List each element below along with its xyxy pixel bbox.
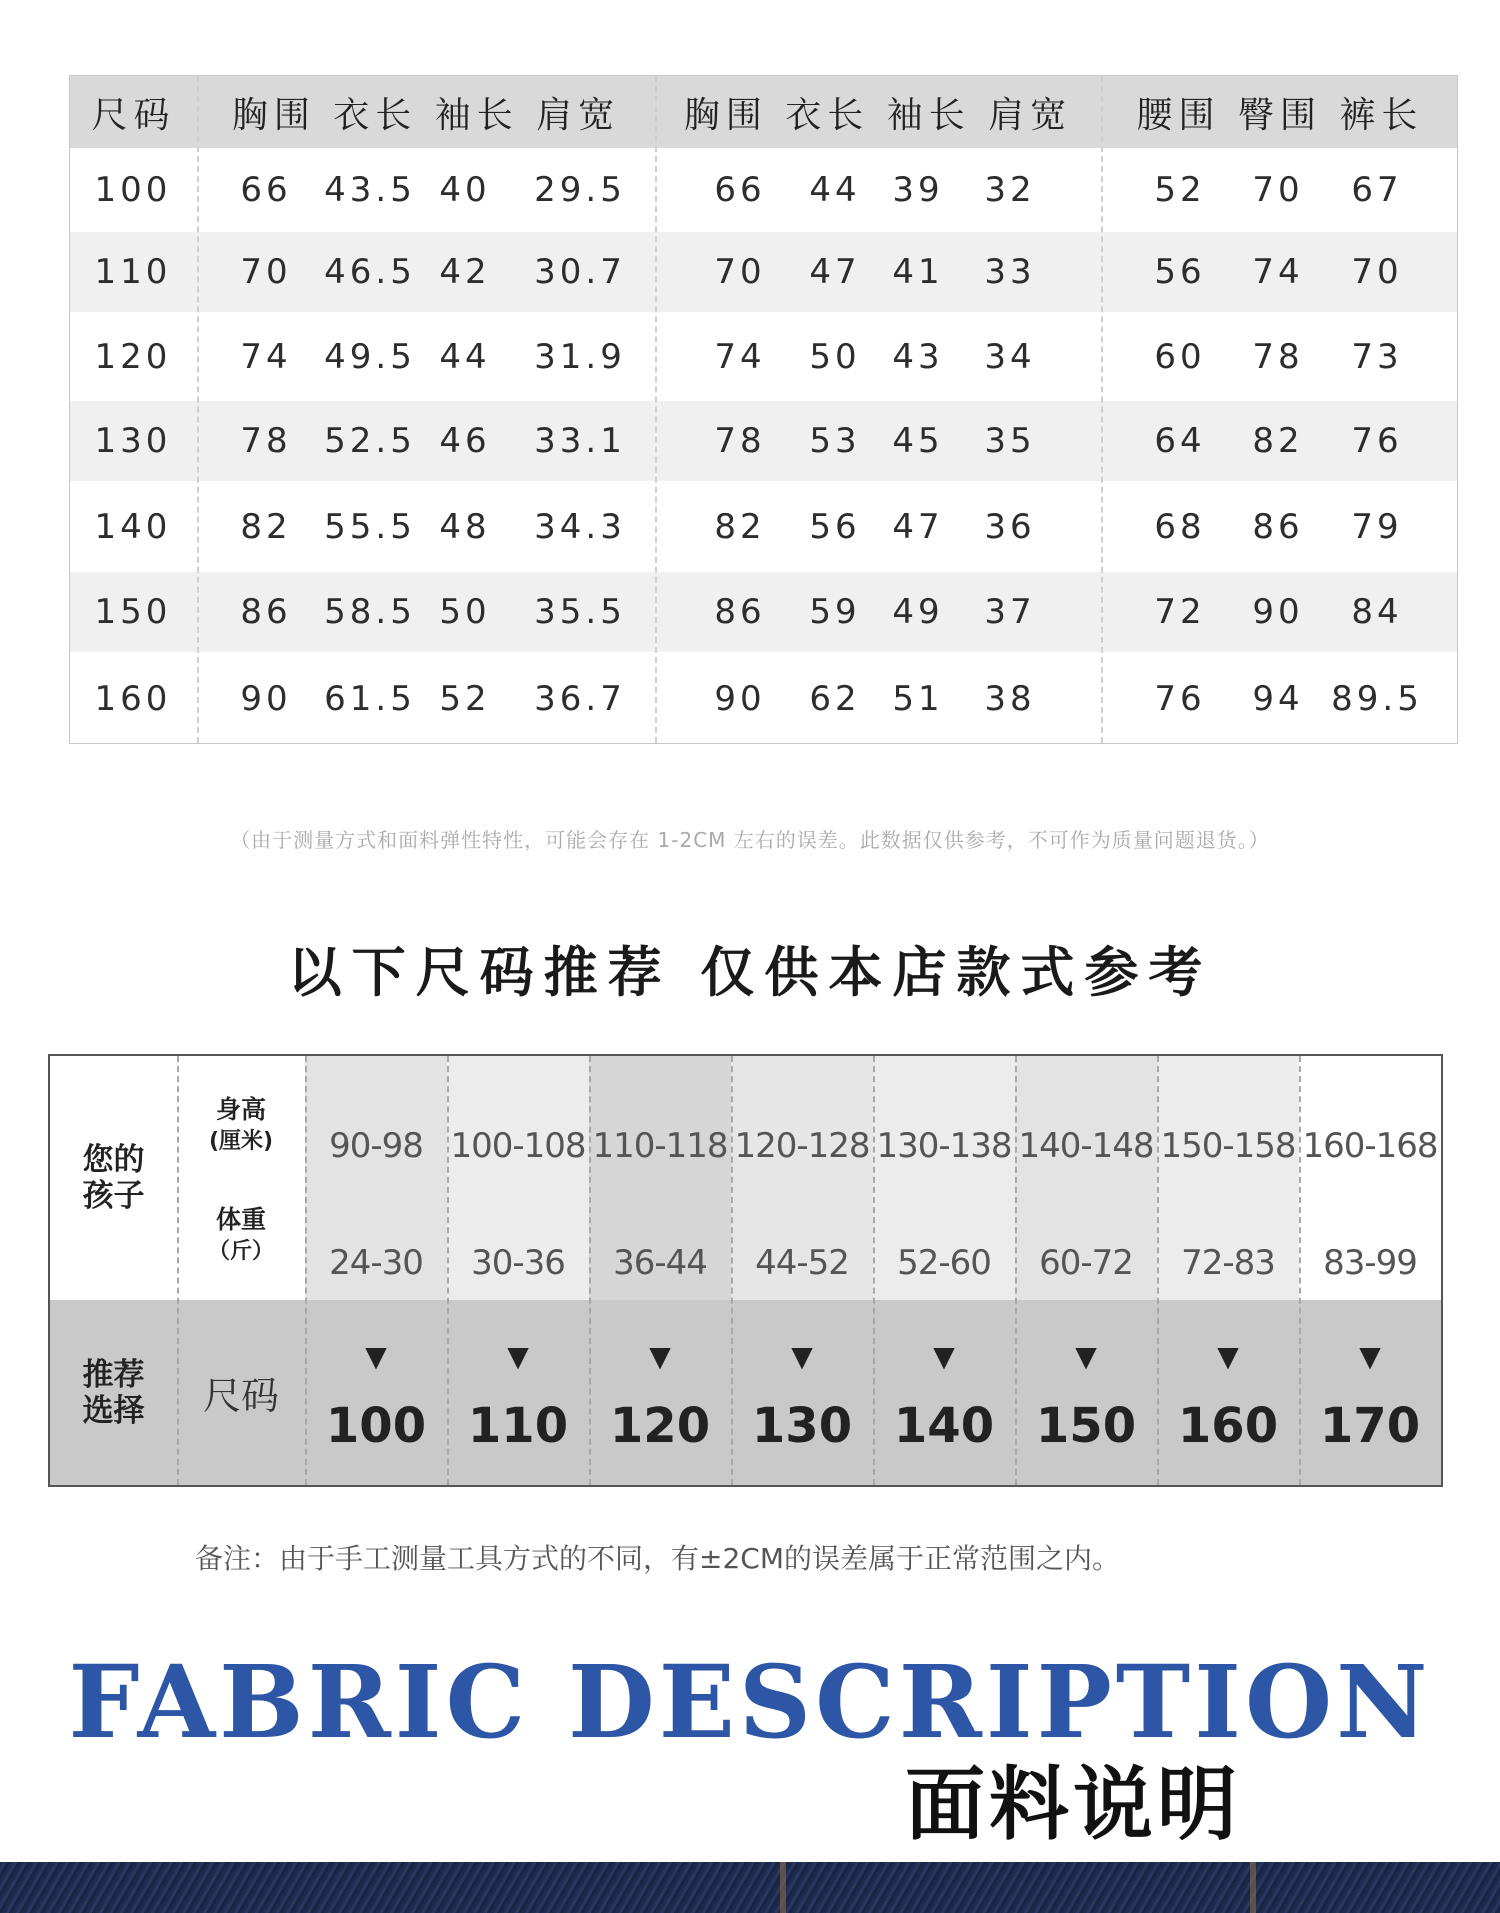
height-range: 130-138 [876, 1126, 1012, 1166]
arrow-down-icon: ▼ [933, 1339, 955, 1373]
height-range: 160-168 [1302, 1126, 1438, 1166]
top-measure-cell: 58.5 [324, 592, 416, 632]
table-row [70, 572, 1457, 652]
divider [873, 1056, 875, 1485]
size-cell: 160 [94, 678, 172, 719]
arrow-down-icon: ▼ [365, 1339, 387, 1373]
fabric-title-cn: 面料说明 [905, 1757, 1241, 1851]
weight-unit: （斤） [207, 1239, 274, 1264]
arrow-down-icon: ▼ [1359, 1339, 1381, 1373]
top-measure-cell: 52.5 [324, 421, 416, 461]
header-group3: 腰围 臀围 裤长 [1136, 94, 1424, 136]
pick-label-text: 推荐选择 [82, 1356, 145, 1429]
size-cell: 130 [94, 421, 172, 461]
height-label-text: 身高 [215, 1095, 266, 1124]
pants-measure-cell: 68 [1154, 506, 1206, 547]
top-measure-cell: 90 [714, 678, 766, 719]
arrow-down-icon: ▼ [1217, 1339, 1239, 1373]
weight-range: 72-83 [1181, 1243, 1275, 1283]
top-measure-cell: 86 [240, 592, 292, 632]
table-row [70, 652, 1457, 745]
size-table [69, 75, 1458, 744]
header-group1: 胸围 衣长 袖长 肩宽 [231, 94, 621, 136]
height-label [177, 1076, 305, 1176]
top-measure-cell: 33 [984, 252, 1036, 292]
recommended-size: 100 [325, 1398, 427, 1454]
pants-measure-cell: 70 [1252, 170, 1304, 210]
table-row [70, 148, 1457, 232]
height-range: 140-148 [1018, 1126, 1154, 1166]
divider [177, 1056, 179, 1485]
recommended-size: 170 [1319, 1398, 1421, 1454]
table-row [70, 481, 1457, 572]
pick-label [50, 1300, 177, 1485]
top-measure-cell: 50 [809, 336, 861, 377]
child-label-text: 您的孩子 [82, 1142, 145, 1214]
divider [1299, 1056, 1301, 1485]
size-cell: 140 [94, 506, 172, 547]
top-measure-cell: 52 [439, 678, 491, 719]
top-measure-cell: 48 [439, 506, 491, 547]
pants-measure-cell: 72 [1154, 592, 1206, 632]
header-size: 尺码 [91, 94, 176, 136]
weight-range: 52-60 [897, 1243, 991, 1283]
weight-range: 60-72 [1039, 1243, 1133, 1283]
recommended-size: 150 [1035, 1398, 1137, 1454]
table-row [70, 312, 1457, 401]
top-measure-cell: 62 [809, 678, 861, 719]
weight-range: 36-44 [613, 1243, 707, 1283]
size-cell: 100 [94, 170, 172, 210]
top-measure-cell: 66 [714, 170, 766, 210]
size-cell: 110 [94, 252, 172, 292]
top-measure-cell: 44 [809, 170, 861, 210]
top-measure-cell: 46 [439, 421, 491, 461]
fabric-title-en: FABRIC DESCRIPTION [68, 1643, 1432, 1761]
header-group2: 胸围 衣长 袖长 肩宽 [683, 94, 1073, 136]
top-measure-cell: 36 [984, 506, 1036, 547]
pants-measure-cell: 74 [1252, 252, 1304, 292]
top-measure-cell: 61.5 [324, 678, 416, 719]
size-table-header [70, 76, 1457, 148]
weight-range: 83-99 [1323, 1243, 1417, 1283]
pants-measure-cell: 78 [1252, 336, 1304, 377]
pants-measure-cell: 64 [1154, 421, 1206, 461]
pants-measure-cell: 82 [1252, 421, 1304, 461]
pants-measure-cell: 86 [1252, 506, 1304, 547]
top-measure-cell: 56 [809, 506, 861, 547]
table-row [70, 401, 1457, 481]
top-measure-cell: 66 [240, 170, 292, 210]
pants-measure-cell: 60 [1154, 336, 1206, 377]
weight-range: 24-30 [329, 1243, 423, 1283]
arrow-down-icon: ▼ [1075, 1339, 1097, 1373]
denim-stripe [780, 1862, 786, 1913]
top-measure-cell: 49.5 [324, 336, 416, 377]
arrow-down-icon: ▼ [791, 1339, 813, 1373]
top-measure-cell: 70 [240, 252, 292, 292]
divider [1015, 1056, 1017, 1485]
recommendation-title: 以下尺码推荐 仅供本店款式参考 [287, 941, 1213, 1004]
footnote: 备注：由于手工测量工具方式的不同，有±2CM的误差属于正常范围之内。 [195, 1542, 1120, 1575]
top-measure-cell: 43.5 [324, 170, 416, 210]
size-label: 尺码 [202, 1374, 279, 1418]
pants-measure-cell: 90 [1252, 592, 1304, 632]
top-measure-cell: 82 [714, 506, 766, 547]
weight-range: 44-52 [755, 1243, 849, 1283]
top-measure-cell: 35.5 [534, 592, 626, 632]
height-unit: (厘米) [208, 1129, 274, 1154]
weight-label-text: 体重 [215, 1205, 266, 1234]
weight-range: 30-36 [471, 1243, 565, 1283]
divider [589, 1056, 591, 1485]
pants-measure-cell: 70 [1351, 252, 1403, 292]
height-range: 110-118 [592, 1126, 728, 1166]
height-range: 100-108 [450, 1126, 586, 1166]
divider [305, 1056, 307, 1485]
top-measure-cell: 35 [984, 421, 1036, 461]
pants-measure-cell: 67 [1351, 170, 1403, 210]
top-measure-cell: 30.7 [534, 252, 626, 292]
top-measure-cell: 40 [439, 170, 491, 210]
arrow-down-icon: ▼ [507, 1339, 529, 1373]
top-measure-cell: 82 [240, 506, 292, 547]
top-measure-cell: 46.5 [324, 252, 416, 292]
pants-measure-cell: 52 [1154, 170, 1206, 210]
pants-measure-cell: 84 [1351, 592, 1403, 632]
top-measure-cell: 53 [809, 421, 861, 461]
top-measure-cell: 86 [714, 592, 766, 632]
top-measure-cell: 34 [984, 336, 1036, 377]
size-cell: 150 [94, 592, 172, 632]
pants-measure-cell: 79 [1351, 506, 1403, 547]
divider [447, 1056, 449, 1485]
table-row [70, 232, 1457, 312]
recommended-size: 160 [1177, 1398, 1279, 1454]
top-measure-cell: 33.1 [534, 421, 626, 461]
top-measure-cell: 36.7 [534, 678, 626, 719]
top-measure-cell: 39 [892, 170, 944, 210]
weight-label [177, 1186, 305, 1286]
measurement-note: （由于测量方式和面料弹性特性，可能会存在 1-2CM 左右的误差。此数据仅供参考，不可作为质量问题退货。） [230, 828, 1270, 852]
top-measure-cell: 51 [892, 678, 944, 719]
height-range: 90-98 [329, 1126, 423, 1166]
divider [731, 1056, 733, 1485]
top-measure-cell: 59 [809, 592, 861, 632]
top-measure-cell: 43 [892, 336, 944, 377]
recommended-size: 120 [609, 1398, 711, 1454]
divider [197, 76, 199, 743]
top-measure-cell: 31.9 [534, 336, 626, 377]
recommended-size: 130 [751, 1398, 853, 1454]
top-measure-cell: 90 [240, 678, 292, 719]
top-measure-cell: 42 [439, 252, 491, 292]
top-measure-cell: 41 [892, 252, 944, 292]
top-measure-cell: 34.3 [534, 506, 626, 547]
top-measure-cell: 78 [714, 421, 766, 461]
top-measure-cell: 78 [240, 421, 292, 461]
top-measure-cell: 45 [892, 421, 944, 461]
top-measure-cell: 74 [240, 336, 292, 377]
top-measure-cell: 29.5 [534, 170, 626, 210]
denim-stripe [1250, 1862, 1256, 1913]
top-measure-cell: 47 [892, 506, 944, 547]
top-measure-cell: 50 [439, 592, 491, 632]
pants-measure-cell: 76 [1154, 678, 1206, 719]
divider [1157, 1056, 1159, 1485]
pants-measure-cell: 76 [1351, 421, 1403, 461]
top-measure-cell: 32 [984, 170, 1036, 210]
divider [655, 76, 657, 743]
height-range: 120-128 [734, 1126, 870, 1166]
top-measure-cell: 38 [984, 678, 1036, 719]
pants-measure-cell: 56 [1154, 252, 1206, 292]
top-measure-cell: 49 [892, 592, 944, 632]
top-measure-cell: 74 [714, 336, 766, 377]
top-measure-cell: 44 [439, 336, 491, 377]
top-measure-cell: 37 [984, 592, 1036, 632]
top-measure-cell: 70 [714, 252, 766, 292]
recommendation-table [48, 1054, 1443, 1487]
top-measure-cell: 47 [809, 252, 861, 292]
arrow-down-icon: ▼ [649, 1339, 671, 1373]
divider [1101, 76, 1103, 743]
top-measure-cell: 55.5 [324, 506, 416, 547]
pants-measure-cell: 94 [1252, 678, 1304, 719]
pants-measure-cell: 89.5 [1331, 678, 1423, 719]
denim-texture [0, 1862, 1500, 1913]
child-label [50, 1056, 177, 1300]
recommended-size: 110 [467, 1398, 569, 1454]
height-range: 150-158 [1160, 1126, 1296, 1166]
recommended-size: 140 [893, 1398, 995, 1454]
pants-measure-cell: 73 [1351, 336, 1403, 377]
size-cell: 120 [94, 336, 172, 377]
